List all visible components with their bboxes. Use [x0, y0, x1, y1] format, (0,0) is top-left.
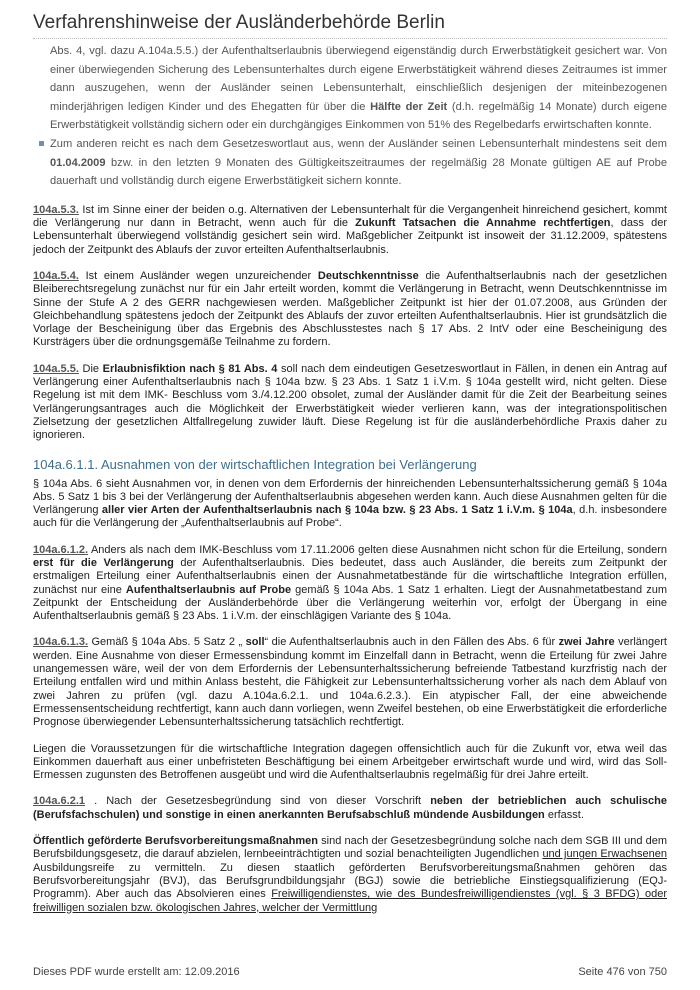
text-run-b: Öffentlich geförderte Berufsvorbereitungsmaßnahmen — [33, 835, 319, 848]
footer-created-date: Dieses PDF wurde erstellt am: 12.09.2016 — [33, 966, 240, 978]
paragraph-104a-5-5 — [33, 363, 667, 443]
text-run: (d.h. regelmäßig 14 Monate) durch eigene Erwerbstätigkeit vollständig sichern oder ein durchgängiges Einkommen von 51% des Regelbedarfs erwirtschaften konnte. — [50, 100, 667, 132]
text-run: Liegen die Voraussetzungen für die wirtschaftliche Integration dagegen offensichtlich auch für die Zukunft vor, etwa weil das Einkommen dauerhaft aus einer unbefristeten Beschäftigung bei einem Arbeitgeber erwirtschaft wurde und wird, wird das Soll- Ermessen zugunsten des Betroffenen ausgeübt und wird die Aufenthaltserlaubnis regelmäßig für drei Jahre erteilt. — [33, 742, 667, 782]
text-run: Die — [78, 362, 103, 375]
text-run: Ist im Sinne einer der beiden o.g. Alternativen der Lebensunterhalt für die Vergangenheit hinreichend gesichert, kommt die Verlängerung nur dann in Betracht, wenn auch für die — [33, 203, 667, 230]
text-run-b: Deutschkenntnisse — [317, 269, 419, 282]
text-run-b: 01.04.2009 — [50, 156, 106, 169]
section-heading: 104a.6.1.1. Ausnahmen von der wirtschaftlichen Integration bei Verlängerung — [33, 456, 477, 472]
paragraph-104a-6-1-3 — [33, 636, 667, 729]
text-run-b: Erlaubnisfiktion nach § 81 Abs. 4 — [102, 362, 278, 375]
text-run: erfasst. — [544, 808, 584, 821]
paragraph-104a-6-2-1 — [33, 795, 667, 822]
text-run: Zum anderen reicht es nach dem Gesetzeswortlaut aus, wenn der Ausländer seinen Lebensunterhalt mindestens seit dem — [50, 137, 667, 150]
text-run-ref: 104a.5.4. — [33, 269, 79, 282]
paragraph-104a-5-3 — [33, 204, 667, 257]
paragraph-soll-ermessen — [33, 743, 667, 783]
text-run: , d.h. insbesondere auch für die Verlängerung der „Aufenthaltserlaubnis auf Probe“. — [33, 504, 667, 530]
text-run: die Aufenthaltserlaubnis nach der gesetzlichen Bleiberechtsregelung zunächst nur für ein Jahr erteilt worden, kommt die Verlängerung in Betracht, wenn Deutschkenntnisse im Sinne der Stufe A 2 des GERR nachgewiesen werden. Maßgeblicher Zeitpunkt ist hier der 01.07.2008, aus Gründen der Gleichbehandlung spätestens jedoch der Zeitpunkt des Ablaufs der zuvor erteilten Aufenthaltserlaubnis. Hier ist grundsätzlich die Vorlage der Bescheinigung über das Ergebnis des Abschlusstestes nach § 17 Abs. 2 IntV oder eine Bescheinigung des Kursträgers über die ordnungsgemäße Teilnahme zu fordern. — [33, 269, 668, 349]
footer-page-number: Seite 476 von 750 — [578, 966, 667, 978]
text-run: Abs. 4, vgl. dazu A.104a.5.5.) der Aufenthaltserlaubnis überwiegend eigenständig durch Erwerbstätigkeit gesichert war. Von einer überwiegenden Sicherung des Lebensunterhaltes durch eigene Erwerbstätigkeit während dieses Zeitraumes ist immer dann auszugehen, wenn der Ausländer seinen Lebensunterhalt, einschließlich desjenigen der miteinbezogenen minderjährigen ledigen Kinder und des Ehegatten für über die — [50, 45, 667, 113]
page-footer — [33, 966, 667, 978]
text-run-b: zwei Jahre — [558, 636, 615, 649]
text-run: der Aufenthaltserlaubnis. Dies bedeutet, dass auch Ausländer, die bereits zum Zeitpunkt der erstmaligen Erteilung einer Aufenthaltserlaubnis einen der Ausnahmetatbestände für die wirtschaftliche Integration erfüllen, zunächst nur eine — [33, 556, 667, 596]
text-run-ref: 104a.6.2.1 — [33, 795, 85, 808]
text-run: Anders als nach dem IMK-Beschluss vom 17.11.2006 gelten diese Ausnahmen nicht schon für die Erteilung, sondern — [88, 543, 667, 556]
bullet-list — [33, 42, 667, 191]
text-run-u: und jungen Erwachsenen — [542, 848, 667, 861]
text-run-ref: 104a.6.1.2. — [33, 543, 89, 556]
text-run-b: aller vier Arten der Aufenthaltserlaubnis nach § 104a bzw. § 23 Abs. 1 Satz 1 i.V.m. § 104a — [101, 504, 573, 517]
paragraph-104a-6-1-2 — [33, 544, 667, 624]
text-run: . Nach der Gesetzesbegründung sind von dieser Vorschrift — [85, 795, 431, 808]
text-run-u: Freiwilligendienstes, wie des Bundesfreiwilligendienstes (vgl. § 3 BFDG) oder freiwilligen sozialen bzw. ökologischen Jahres, welcher der Vermittlung — [33, 888, 667, 914]
document-body — [33, 42, 667, 928]
text-run: , dass der Lebensunterhalt überwiegend vollständig gesichert sein wird. Maßgeblicher Zeitpunkt ist insoweit der 31.12.2009, spätestens jedoch der Zeitpunkt des Ablaufs der zuvor erteilten Aufenthaltserlaubnis. — [33, 217, 667, 256]
list-item-continued — [50, 42, 667, 135]
text-run-ref: 104a.5.5. — [33, 362, 79, 375]
list-item — [50, 135, 667, 191]
page-title: Verfahrenshinweise der Ausländerbehörde Berlin — [33, 10, 667, 39]
text-run-b: soll — [245, 636, 265, 649]
text-run: bzw. in den letzten 9 Monaten des Gültigkeitszeitraumes der regelmäßig 28 Monate gültigen AE auf Probe dauerhaft und vollständig durch eigene Erwerbstätigkeit sichern konnte. — [50, 156, 667, 188]
text-run: gemäß § 104a Abs. 1 Satz 1 erhalten. Liegt der Ausnahmetatbestand zum Zeitpunkt der Entscheidung der Ausländerbehörde über die Verlängerung weiterhin vor, erfolgt der Übergang in eine Aufenthaltserlaubnis gemäß § 23 Abs. 1 i.V.m. der einschlägigen Variante des § 104a. — [33, 583, 667, 623]
text-run: soll nach dem eindeutigen Gesetzeswortlaut in Fällen, in denen ein Antrag auf Verlängerung einer Aufenthaltserlaubnis nach § 104a bzw. § 23 Abs. 1 Satz 1 i.V.m. § 104a gestellt wird, nicht gelten. Diese Regelung ist mit dem IMK- Beschluss vom 3./4.12.200 obsolet, zumal der Ausländer damit für die Zeit der Bearbeitung seines Verlängerungsantrages auch die Möglichkeit der Erwerbstätigkeit wieder verlieren kann, was der integrationspolitischen Zielsetzung der gesetzlichen Altfallregelung zuwider läuft. Diese Regelung ist für die ausländerbehördliche Praxis daher zu ignorieren. — [33, 362, 667, 442]
text-run: Gemäß § 104a Abs. 5 Satz 2 „ — [88, 636, 246, 649]
text-run-b: und sonstige in einen anerkannten Berufsabschluß mündende Ausbildungen — [142, 808, 545, 821]
text-run: Ausbildungsreife zu vermitteln. Zu diesen staatlich geförderten Berufsvorbereitungsmaßnahmen gehören das Berufsvorbereitungsjahr (BVJ), das Berufsgrundbildungsjahr (BGJ) sowie die betriebliche Einstiegsqualifizierung (EQJ-Programm). Aber auch das Absolvieren eines — [33, 861, 667, 901]
text-run: verlängert werden. Eine Ausnahme von dieser Ermessensbindung kommt im Einzelfall dann in Betracht, wenn die Erteilung für zwei Jahre unangemessen wäre, weil der von dem Erfordernis der Lebensunterhaltssicherung befreiende Tatbestand kurzfristig nach der Erteilung entfallen wird und mithin Anlass besteht, die Fähigkeit zur Lebensunterhaltssicherung vorher als nach dem Ablauf von zwei Jahren zu prüfen (vgl. dazu A.104a.6.2.1. und 104a.6.2.3.). Ein atypischer Fall, der eine abweichende Ermessensentscheidung rechtfertigt, kann auch dann vorliegen, wenn Zweifel bestehen, ob eine Erwerbstätigkeit die erforderliche Prognose überwiegender Lebensunterhaltssicherung tatsächlich rechtfertigt. — [33, 636, 667, 729]
text-run-ref: 104a.5.3. — [33, 203, 79, 216]
text-run-ref: 104a.6.1.3. — [33, 636, 89, 649]
text-run-b: Hälfte der Zeit — [370, 100, 448, 113]
text-run-b: erst für die Verlängerung — [33, 556, 174, 569]
text-run: “ die Aufenthaltserlaubnis auch in den Fällen des Abs. 6 für — [264, 636, 559, 649]
text-run: § 104a Abs. 6 sieht Ausnahmen vor, in denen von dem Erfordernis der hinreichenden Lebensunterhaltssicherung gemäß § 104a Abs. 5 Satz 1 bis 3 bei der Verlängerung der Aufenthaltserlaubnis abgesehen werden kann. Auch diese Ausnahmen gelten für die Verlängerung — [33, 477, 667, 517]
text-run-b: neben der betrieblichen auch schulische (Berufsfachschulen) — [33, 795, 667, 821]
text-run-b: Aufenthaltserlaubnis auf Probe — [125, 583, 292, 596]
text-run-b: Zukunft Tatsachen die Annahme rechtfertigen — [355, 217, 611, 230]
paragraph-104a-5-4 — [33, 270, 667, 350]
text-run: Ist einem Ausländer wegen unzureichender — [78, 269, 318, 282]
text-run: sind nach der Gesetzesbegründung solche nach dem SGB III und dem Berufsbildungsgesetz, die darauf abzielen, lernbeeinträchtigten und sozial benachteiligten Jugendlichen — [33, 835, 667, 861]
paragraph-104a-6-intro — [33, 478, 667, 531]
paragraph-berufsvorbereitung — [33, 835, 667, 915]
list-item-text — [50, 138, 667, 187]
square-bullet-icon — [39, 141, 44, 146]
